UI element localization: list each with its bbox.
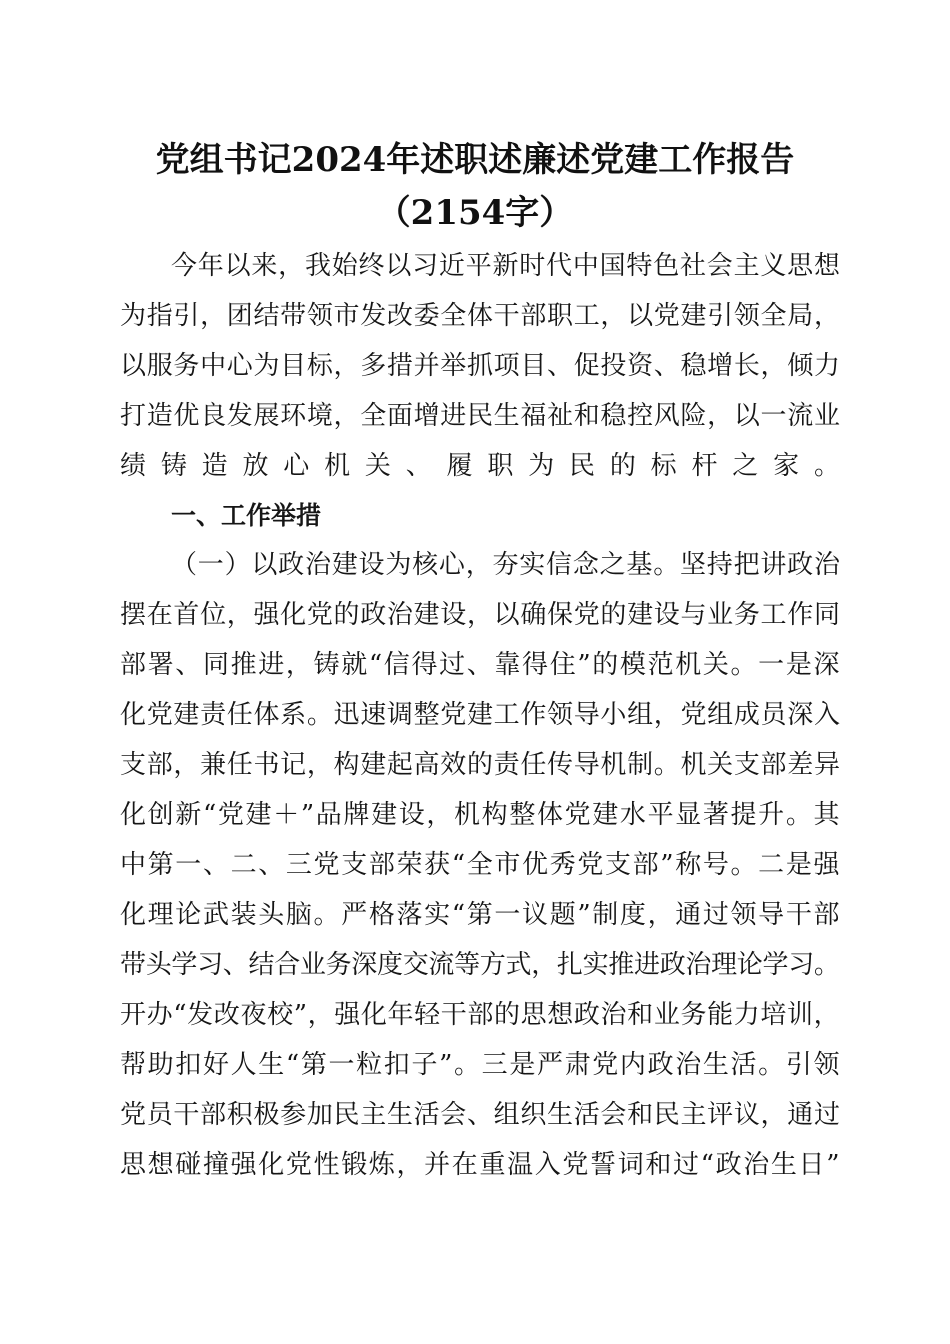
section-line: 带头学习、结合业务深度交流等方式，扎实推进政治理论学习。 [120, 950, 840, 980]
intro-line: 为指引，团结带领市发改委全体干部职工，以党建引领全局， [120, 301, 841, 331]
section-line: 帮助扣好人生“第一粒扣子”。三是严肃党内政治生活。引领 [120, 1050, 842, 1080]
section-line: 摆在首位，强化党的政治建设，以确保党的建设与业务工作同 [120, 600, 841, 630]
section-line: 化创新“党建＋”品牌建设，机构整体党建水平显著提升。其 [120, 800, 842, 830]
section-line: 党员干部积极参加民主生活会、组织生活会和民主评议，通过 [120, 1100, 841, 1130]
section-line: 中第一、二、三党支部荣获“全市优秀党支部”称号。二是强 [120, 850, 842, 880]
document-subtitle: （2154字） [376, 193, 574, 233]
section-line: 化理论武装头脑。严格落实“第一议题”制度，通过领导干部 [120, 900, 842, 930]
intro-line: 打造优良发展环境，全面增进民生福祉和稳控风险，以一流业 [120, 401, 841, 431]
section-line: 思想碰撞强化党性锻炼，并在重温入党誓词和过“政治生日” [120, 1150, 842, 1180]
intro-line: 今年以来，我始终以习近平新时代中国特色社会主义思想 [171, 251, 841, 281]
section-line: 部署、同推进，铸就“信得过、靠得住”的模范机关。一是深 [120, 650, 842, 680]
intro-line: 以服务中心为目标，多措并举抓项目、促投资、稳增长，倾力 [120, 351, 841, 381]
document-title: 党组书记2024年述职述廉述党建工作报告 [155, 140, 795, 180]
section-line: 支部，兼任书记，构建起高效的责任传导机制。机关支部差异 [120, 750, 841, 780]
intro-line: 绩铸造放心机关、履职为民的标杆之家。 [120, 451, 855, 481]
section-line: 开办“发改夜校”，强化年轻干部的思想政治和业务能力培训， [120, 1000, 841, 1030]
section-heading: 一、工作举措 [171, 501, 322, 530]
section-line: （一）以政治建设为核心，夯实信念之基。坚持把讲政治 [171, 550, 841, 580]
section-line: 化党建责任体系。迅速调整党建工作领导小组，党组成员深入 [120, 700, 841, 730]
